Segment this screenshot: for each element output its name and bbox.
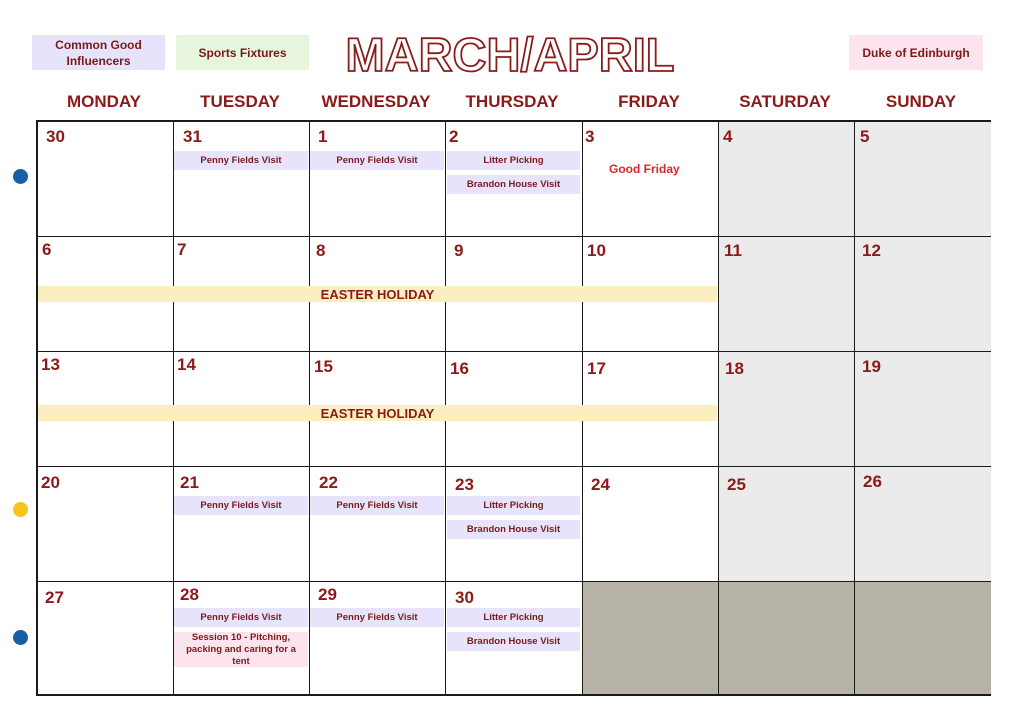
date-number: 28 [180, 585, 199, 604]
date-number: 18 [725, 359, 744, 378]
blue-dot-marker [13, 630, 28, 645]
date-number: 13 [41, 355, 60, 374]
event-good-friday[interactable]: Good Friday [609, 162, 680, 176]
event-litter-picking[interactable]: Litter Picking [447, 151, 580, 170]
event-litter-picking[interactable]: Litter Picking [447, 608, 580, 627]
day-header-thursday: THURSDAY [465, 92, 559, 111]
date-number: 12 [862, 241, 881, 260]
day-header-friday: FRIDAY [618, 92, 680, 111]
date-number: 22 [319, 473, 338, 492]
event-penny-fields[interactable]: Penny Fields Visit [174, 151, 308, 170]
day-cell-weekend[interactable] [855, 122, 991, 237]
day-header-tuesday: TUESDAY [200, 92, 280, 111]
legend-sports-fixtures: Sports Fixtures [176, 35, 309, 70]
legend-duke-of-edinburgh: Duke of Edinburgh [849, 35, 983, 70]
day-header-sunday: SUNDAY [885, 92, 957, 111]
blue-dot-marker [13, 169, 28, 184]
easter-holiday-band[interactable]: EASTER HOLIDAY [38, 286, 717, 302]
date-number: 3 [585, 127, 595, 146]
date-number: 6 [42, 240, 52, 259]
day-header-monday: MONDAY [67, 92, 141, 111]
empty-cell [855, 582, 991, 694]
date-number: 19 [862, 357, 881, 376]
easter-holiday-band[interactable]: EASTER HOLIDAY [38, 405, 717, 421]
page-title-text: MARCH/APRIL [345, 28, 675, 81]
date-number: 17 [587, 359, 606, 378]
date-number: 10 [587, 241, 606, 260]
date-number: 20 [41, 473, 60, 492]
event-penny-fields[interactable]: Penny Fields Visit [174, 496, 308, 515]
legend-common-good: Common Good Influencers [32, 35, 165, 70]
event-dofe-session-10[interactable]: Session 10 - Pitching, packing and caring for a tent [174, 632, 308, 667]
date-number: 30 [455, 588, 474, 607]
event-brandon-house[interactable]: Brandon House Visit [447, 520, 580, 539]
date-number: 24 [591, 475, 610, 494]
day-header-saturday: SATURDAY [739, 92, 831, 111]
date-number: 21 [180, 473, 199, 492]
day-cell[interactable] [583, 122, 719, 237]
date-number: 25 [727, 475, 746, 494]
date-number: 16 [450, 359, 469, 378]
date-number: 4 [723, 127, 733, 146]
date-number: 23 [455, 475, 474, 494]
day-header-wednesday: WEDNESDAY [321, 92, 431, 111]
date-number: 9 [454, 241, 464, 260]
event-brandon-house[interactable]: Brandon House Visit [447, 175, 580, 194]
date-number: 5 [860, 127, 870, 146]
date-number: 11 [724, 241, 742, 260]
date-number: 26 [863, 472, 882, 491]
date-number: 31 [183, 127, 202, 146]
day-cell[interactable] [310, 122, 446, 237]
page-title [320, 24, 700, 84]
event-penny-fields[interactable]: Penny Fields Visit [310, 608, 444, 627]
date-number: 27 [45, 588, 64, 607]
event-penny-fields[interactable]: Penny Fields Visit [310, 151, 444, 170]
yellow-dot-marker [13, 502, 28, 517]
date-number: 7 [177, 240, 187, 259]
day-cell-weekend[interactable] [719, 122, 855, 237]
date-number: 30 [46, 127, 65, 146]
event-penny-fields[interactable]: Penny Fields Visit [310, 496, 444, 515]
date-number: 8 [316, 241, 326, 260]
date-number: 2 [449, 127, 459, 146]
date-number: 14 [177, 355, 196, 374]
empty-cell [719, 582, 855, 694]
date-number: 15 [314, 357, 333, 376]
empty-cell [583, 582, 719, 694]
date-number: 29 [318, 585, 337, 604]
event-brandon-house[interactable]: Brandon House Visit [447, 632, 580, 651]
event-penny-fields[interactable]: Penny Fields Visit [174, 608, 308, 627]
date-number: 1 [318, 127, 328, 146]
event-litter-picking[interactable]: Litter Picking [447, 496, 580, 515]
